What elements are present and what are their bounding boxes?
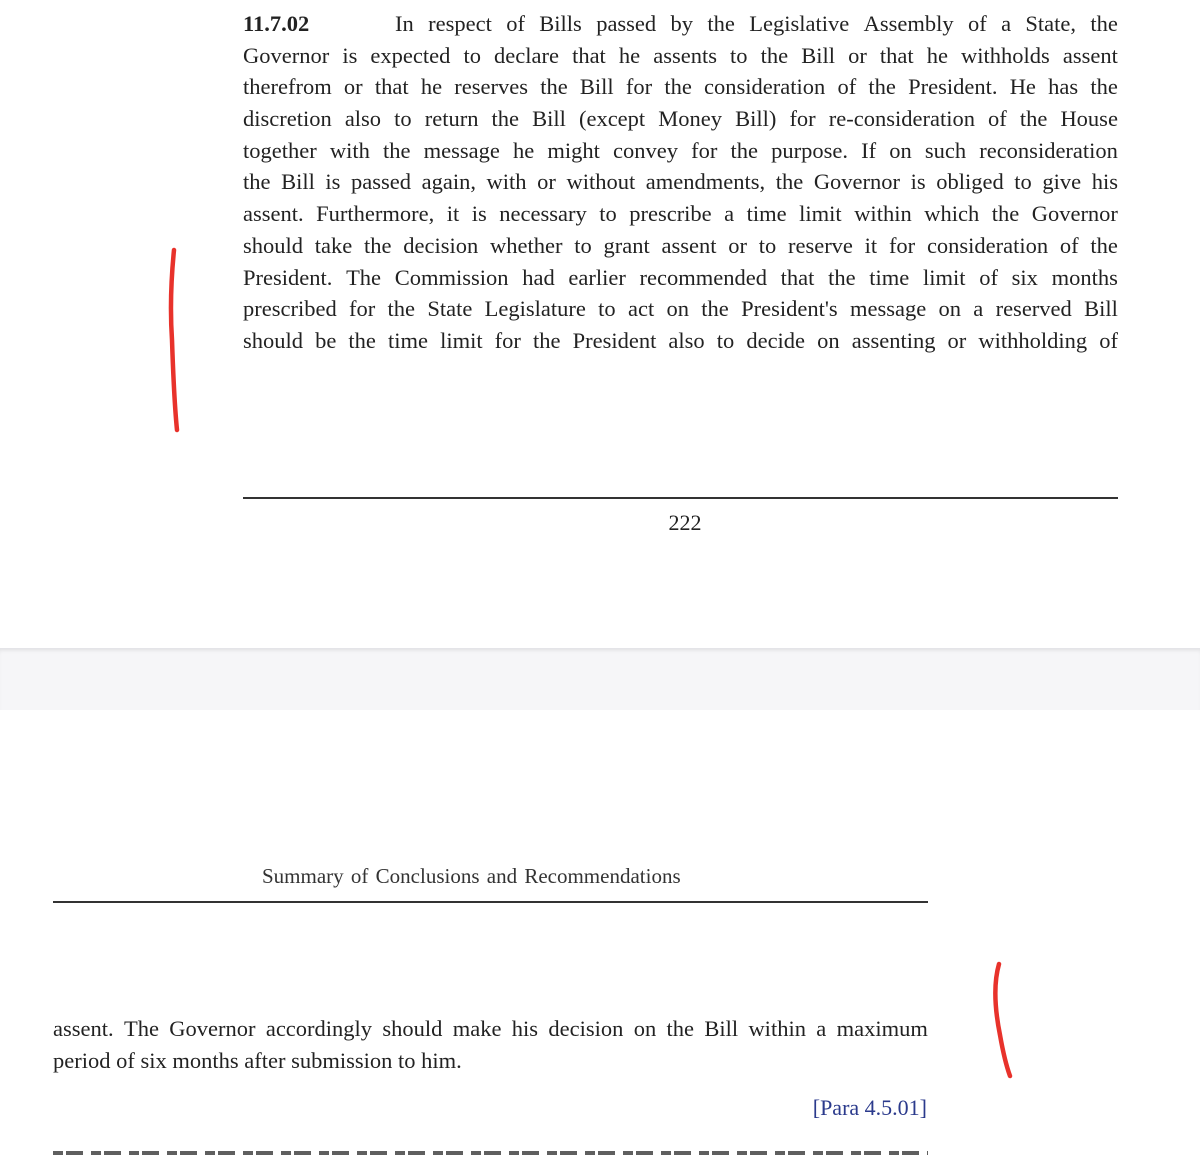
paragraph-word: the — [540, 74, 568, 100]
paragraph-word: message — [849, 296, 927, 322]
paragraph-word: a — [724, 201, 735, 227]
paragraph-word: or — [343, 74, 363, 100]
paragraph-word: Furthermore, — [316, 201, 435, 227]
continued-word: decision — [548, 1016, 624, 1041]
continued-word: a — [816, 1016, 827, 1041]
paragraph-word: assent. — [243, 201, 304, 227]
paragraph-word: passed — [596, 11, 657, 36]
continued-word: The — [123, 1016, 159, 1041]
paragraph-word: House — [1060, 106, 1118, 132]
paragraph-word: earlier — [568, 264, 626, 290]
paragraph-word: he — [926, 42, 948, 68]
paragraph-word: State, — [1025, 11, 1077, 36]
paragraph-word: return — [424, 106, 479, 132]
paragraph-word: limit — [440, 327, 483, 353]
paragraph-word: should — [243, 327, 304, 353]
paragraph-word: has — [1048, 74, 1079, 100]
paragraph-word: is — [342, 42, 358, 68]
paragraph-first-line-text — [395, 8, 1118, 40]
paragraph-word: with — [486, 169, 527, 195]
paragraph-word: the — [775, 169, 804, 195]
paragraph-line — [243, 325, 1118, 357]
paragraph-word: to — [758, 232, 777, 258]
paragraph-word: reserved — [995, 296, 1072, 322]
paragraph-word: for — [349, 296, 376, 322]
continued-paragraph — [53, 1013, 928, 1077]
paragraph-word: reconsideration — [979, 137, 1118, 163]
paragraph-word: take — [314, 232, 353, 258]
continued-line: period of six months after submission to him. — [53, 1048, 462, 1073]
header-rule — [53, 901, 928, 903]
paragraph-word: President. — [243, 264, 333, 290]
paragraph-word: time — [388, 327, 428, 353]
paragraph-first-line — [243, 8, 1118, 40]
paragraph-word: is — [910, 169, 926, 195]
paragraph-word: President — [572, 327, 657, 353]
page-separator — [0, 648, 1200, 712]
paragraph-word: might — [547, 137, 600, 163]
paragraph-word: for — [789, 106, 816, 132]
paragraph-word: President's — [741, 296, 838, 322]
continued-word: Bill — [704, 1016, 739, 1041]
paragraph-word: the — [701, 296, 729, 322]
paragraph-word: to — [716, 327, 735, 353]
paragraph-word: reserves — [454, 74, 528, 100]
paragraph-line — [243, 293, 1118, 325]
continued-word: the — [666, 1016, 695, 1041]
paragraph-word: the — [991, 201, 1020, 227]
paragraph-word: withholds — [961, 42, 1050, 68]
paragraph-line — [243, 71, 1118, 103]
paragraph-word: or — [947, 327, 967, 353]
paragraph-word: of — [1099, 327, 1118, 353]
paragraph-word: obliged — [936, 169, 1004, 195]
paragraph-word: the — [348, 327, 376, 353]
paragraph-word: it — [864, 232, 878, 258]
paragraph-reference-link[interactable]: [Para 4.5.01] — [812, 1095, 927, 1120]
paragraph-word: should — [243, 232, 304, 258]
paragraph-word: with — [329, 137, 370, 163]
paragraph-word: consideration — [704, 74, 826, 100]
paragraph-word: the — [491, 106, 520, 132]
paragraph-line — [243, 103, 1118, 135]
paragraph-word: grant — [603, 232, 650, 258]
paragraph-word: also — [344, 106, 382, 132]
paragraph-word: a — [973, 296, 984, 322]
paragraph-word: act — [627, 296, 655, 322]
continued-word: assent. — [53, 1016, 114, 1041]
paragraph-line — [243, 135, 1118, 167]
paragraph-word: the — [1090, 232, 1118, 258]
paragraph-word: of — [1059, 232, 1079, 258]
running-header: Summary of Conclusions and Recommendations — [262, 864, 681, 888]
paragraph-word: his — [1091, 169, 1118, 195]
paragraph-word: limit — [799, 201, 842, 227]
paragraph-word: on — [666, 296, 689, 322]
paragraph-word: He — [1009, 74, 1036, 100]
paragraph-word: of — [837, 74, 857, 100]
paragraph-word: If — [861, 137, 877, 163]
paragraph-word: be — [315, 327, 337, 353]
paragraph-line — [243, 166, 1118, 198]
paragraph-word: also — [668, 327, 705, 353]
paragraph-word: decision — [403, 232, 479, 258]
paragraph-word: on — [889, 137, 912, 163]
document-page-summary — [0, 710, 1200, 1152]
paragraph-word: Legislature — [484, 296, 586, 322]
paragraph-word: amendments, — [645, 169, 766, 195]
paragraph-word: the — [1019, 106, 1048, 132]
paragraph-word: whether — [489, 232, 563, 258]
paragraph-word: prescribed — [243, 296, 337, 322]
paragraph-word: message — [423, 137, 500, 163]
paragraph-word: the — [664, 74, 692, 100]
paragraph-word: the — [1090, 11, 1118, 36]
continued-word: maximum — [836, 1016, 928, 1041]
paragraph-word: that — [780, 264, 815, 290]
paragraph-word: within — [854, 201, 912, 227]
continued-word: Governor — [169, 1016, 256, 1041]
paragraph-word: the — [382, 137, 411, 163]
paragraph-word: together — [243, 137, 317, 163]
paragraph-word: had — [522, 264, 555, 290]
paragraph-word: the — [760, 42, 789, 68]
paragraph-word: prescribe — [629, 201, 712, 227]
continued-line — [53, 1013, 928, 1045]
paragraph-word: to — [730, 42, 748, 68]
red-pen-annotation-right — [988, 960, 1018, 1085]
paragraph-word: the — [707, 11, 735, 36]
paragraph-word: or — [728, 232, 747, 258]
paragraph-word: to — [574, 232, 592, 258]
paragraph-word: The — [346, 264, 382, 290]
paragraph-word: the — [868, 74, 896, 100]
paragraph-word: he — [512, 137, 535, 163]
paragraph-word: the — [1090, 74, 1118, 100]
paragraph-word: he — [618, 42, 641, 68]
paragraph-word: Legislative — [749, 11, 850, 36]
paragraph-line — [243, 198, 1118, 230]
paragraph-word: to — [1014, 169, 1032, 195]
paragraph-word: such — [924, 137, 967, 163]
paragraph-word: the — [730, 137, 758, 163]
paragraph-word: time — [746, 201, 787, 227]
paragraph-word: to — [598, 296, 616, 322]
paragraph-word: time — [869, 264, 910, 290]
paragraph-word: to — [599, 201, 617, 227]
paragraph-word: on — [938, 296, 961, 322]
paragraph-word: for — [691, 137, 718, 163]
paragraph-word: Bill) — [735, 106, 777, 132]
paragraph-word: In — [395, 11, 414, 36]
paragraph-word: of — [506, 11, 525, 36]
paragraph-word: Money — [658, 106, 723, 132]
paragraph-word: reserve — [787, 232, 853, 258]
footer-rule — [243, 497, 1118, 499]
paragraph-word: to — [394, 106, 412, 132]
paragraph-word: the — [243, 169, 271, 195]
paragraph-word: that — [879, 42, 914, 68]
paragraph-word: a — [1001, 11, 1012, 36]
paragraph-word: assents — [653, 42, 717, 68]
paragraph-word: of — [979, 264, 998, 290]
continued-word: within — [748, 1016, 806, 1041]
paragraph-word: Governor — [1031, 201, 1118, 227]
paragraph-word: the — [387, 296, 416, 322]
paragraph-word: without — [566, 169, 636, 195]
paragraph-word: recommended — [639, 264, 767, 290]
paragraph-word: which — [924, 201, 980, 227]
paragraph-line — [243, 40, 1118, 72]
paragraph-word: give — [1042, 169, 1082, 195]
paragraph-word: is — [471, 201, 487, 227]
paragraph-word: on — [817, 327, 840, 353]
paragraph-word: six — [1011, 264, 1038, 290]
paragraph-number: 11.7.02 — [243, 11, 310, 36]
paragraph-word: Assembly — [863, 11, 954, 36]
paragraph-word: the — [533, 327, 561, 353]
paragraph-word: therefrom — [243, 74, 332, 100]
paragraph-word: Bill — [281, 169, 315, 195]
continued-word: make — [452, 1016, 502, 1041]
paragraph-word: the — [364, 232, 392, 258]
paragraph-word: for — [888, 232, 916, 258]
paragraph-line — [243, 262, 1118, 294]
paragraph-word: Bill — [532, 106, 566, 132]
paragraph-word: assenting — [851, 327, 936, 353]
paragraph-word: of — [967, 11, 987, 36]
paragraph-word: it — [446, 201, 460, 227]
paragraph-word: convey — [612, 137, 678, 163]
paragraph-word: or — [848, 42, 867, 68]
paragraph-word: Bill — [1084, 296, 1118, 322]
paragraph-word: that — [572, 42, 606, 68]
paragraph-word: limit — [922, 264, 966, 290]
paragraph-word: decide — [746, 327, 806, 353]
paragraph-line — [243, 230, 1118, 262]
continued-word: accordingly — [265, 1016, 373, 1041]
paragraph-word: Governor — [243, 42, 330, 68]
paragraph-word: State — [427, 296, 473, 322]
paragraph-word: assent — [1062, 42, 1118, 68]
paragraph-word: months — [1051, 264, 1118, 290]
paragraph-11-7-02 — [243, 8, 1118, 357]
paragraph-word: assent — [661, 232, 717, 258]
paragraph-word: discretion — [243, 106, 332, 132]
red-pen-annotation-left — [160, 240, 190, 440]
paragraph-word: re-consideration — [828, 106, 975, 132]
paragraph-word: Governor — [813, 169, 901, 195]
paragraph-word: passed — [351, 169, 412, 195]
paragraph-word: is — [325, 169, 341, 195]
paragraph-word: again, — [421, 169, 476, 195]
paragraph-word: respect — [428, 11, 492, 36]
paragraph-word: Bill — [579, 74, 614, 100]
cut-off-text-line — [53, 1147, 928, 1155]
page-number: 222 — [668, 510, 702, 535]
paragraph-word: President. — [908, 74, 998, 100]
paragraph-word: he — [420, 74, 443, 100]
continued-word: should — [382, 1016, 443, 1041]
paragraph-word: that — [374, 74, 409, 100]
paragraph-word: to — [463, 42, 481, 68]
continued-word: his — [511, 1016, 539, 1041]
paragraph-word: the — [828, 264, 856, 290]
paragraph-word: by — [670, 11, 694, 36]
paragraph-word: Bill — [801, 42, 835, 68]
continued-word: on — [633, 1016, 657, 1041]
paragraph-word: for — [625, 74, 653, 100]
paragraph-word: withholding — [978, 327, 1088, 353]
paragraph-word: of — [988, 106, 1007, 132]
paragraph-word: for — [494, 327, 521, 353]
paragraph-word: expected — [370, 42, 451, 68]
paragraph-word: declare — [494, 42, 559, 68]
paragraph-word: Bills — [539, 11, 582, 36]
paragraph-word: (except — [578, 106, 646, 132]
paragraph-word: purpose. — [771, 137, 848, 163]
paragraph-word: or — [537, 169, 556, 195]
paragraph-word: Commission — [394, 264, 509, 290]
paragraph-body — [243, 40, 1118, 357]
paragraph-word: necessary — [499, 201, 587, 227]
paragraph-word: consideration — [926, 232, 1049, 258]
